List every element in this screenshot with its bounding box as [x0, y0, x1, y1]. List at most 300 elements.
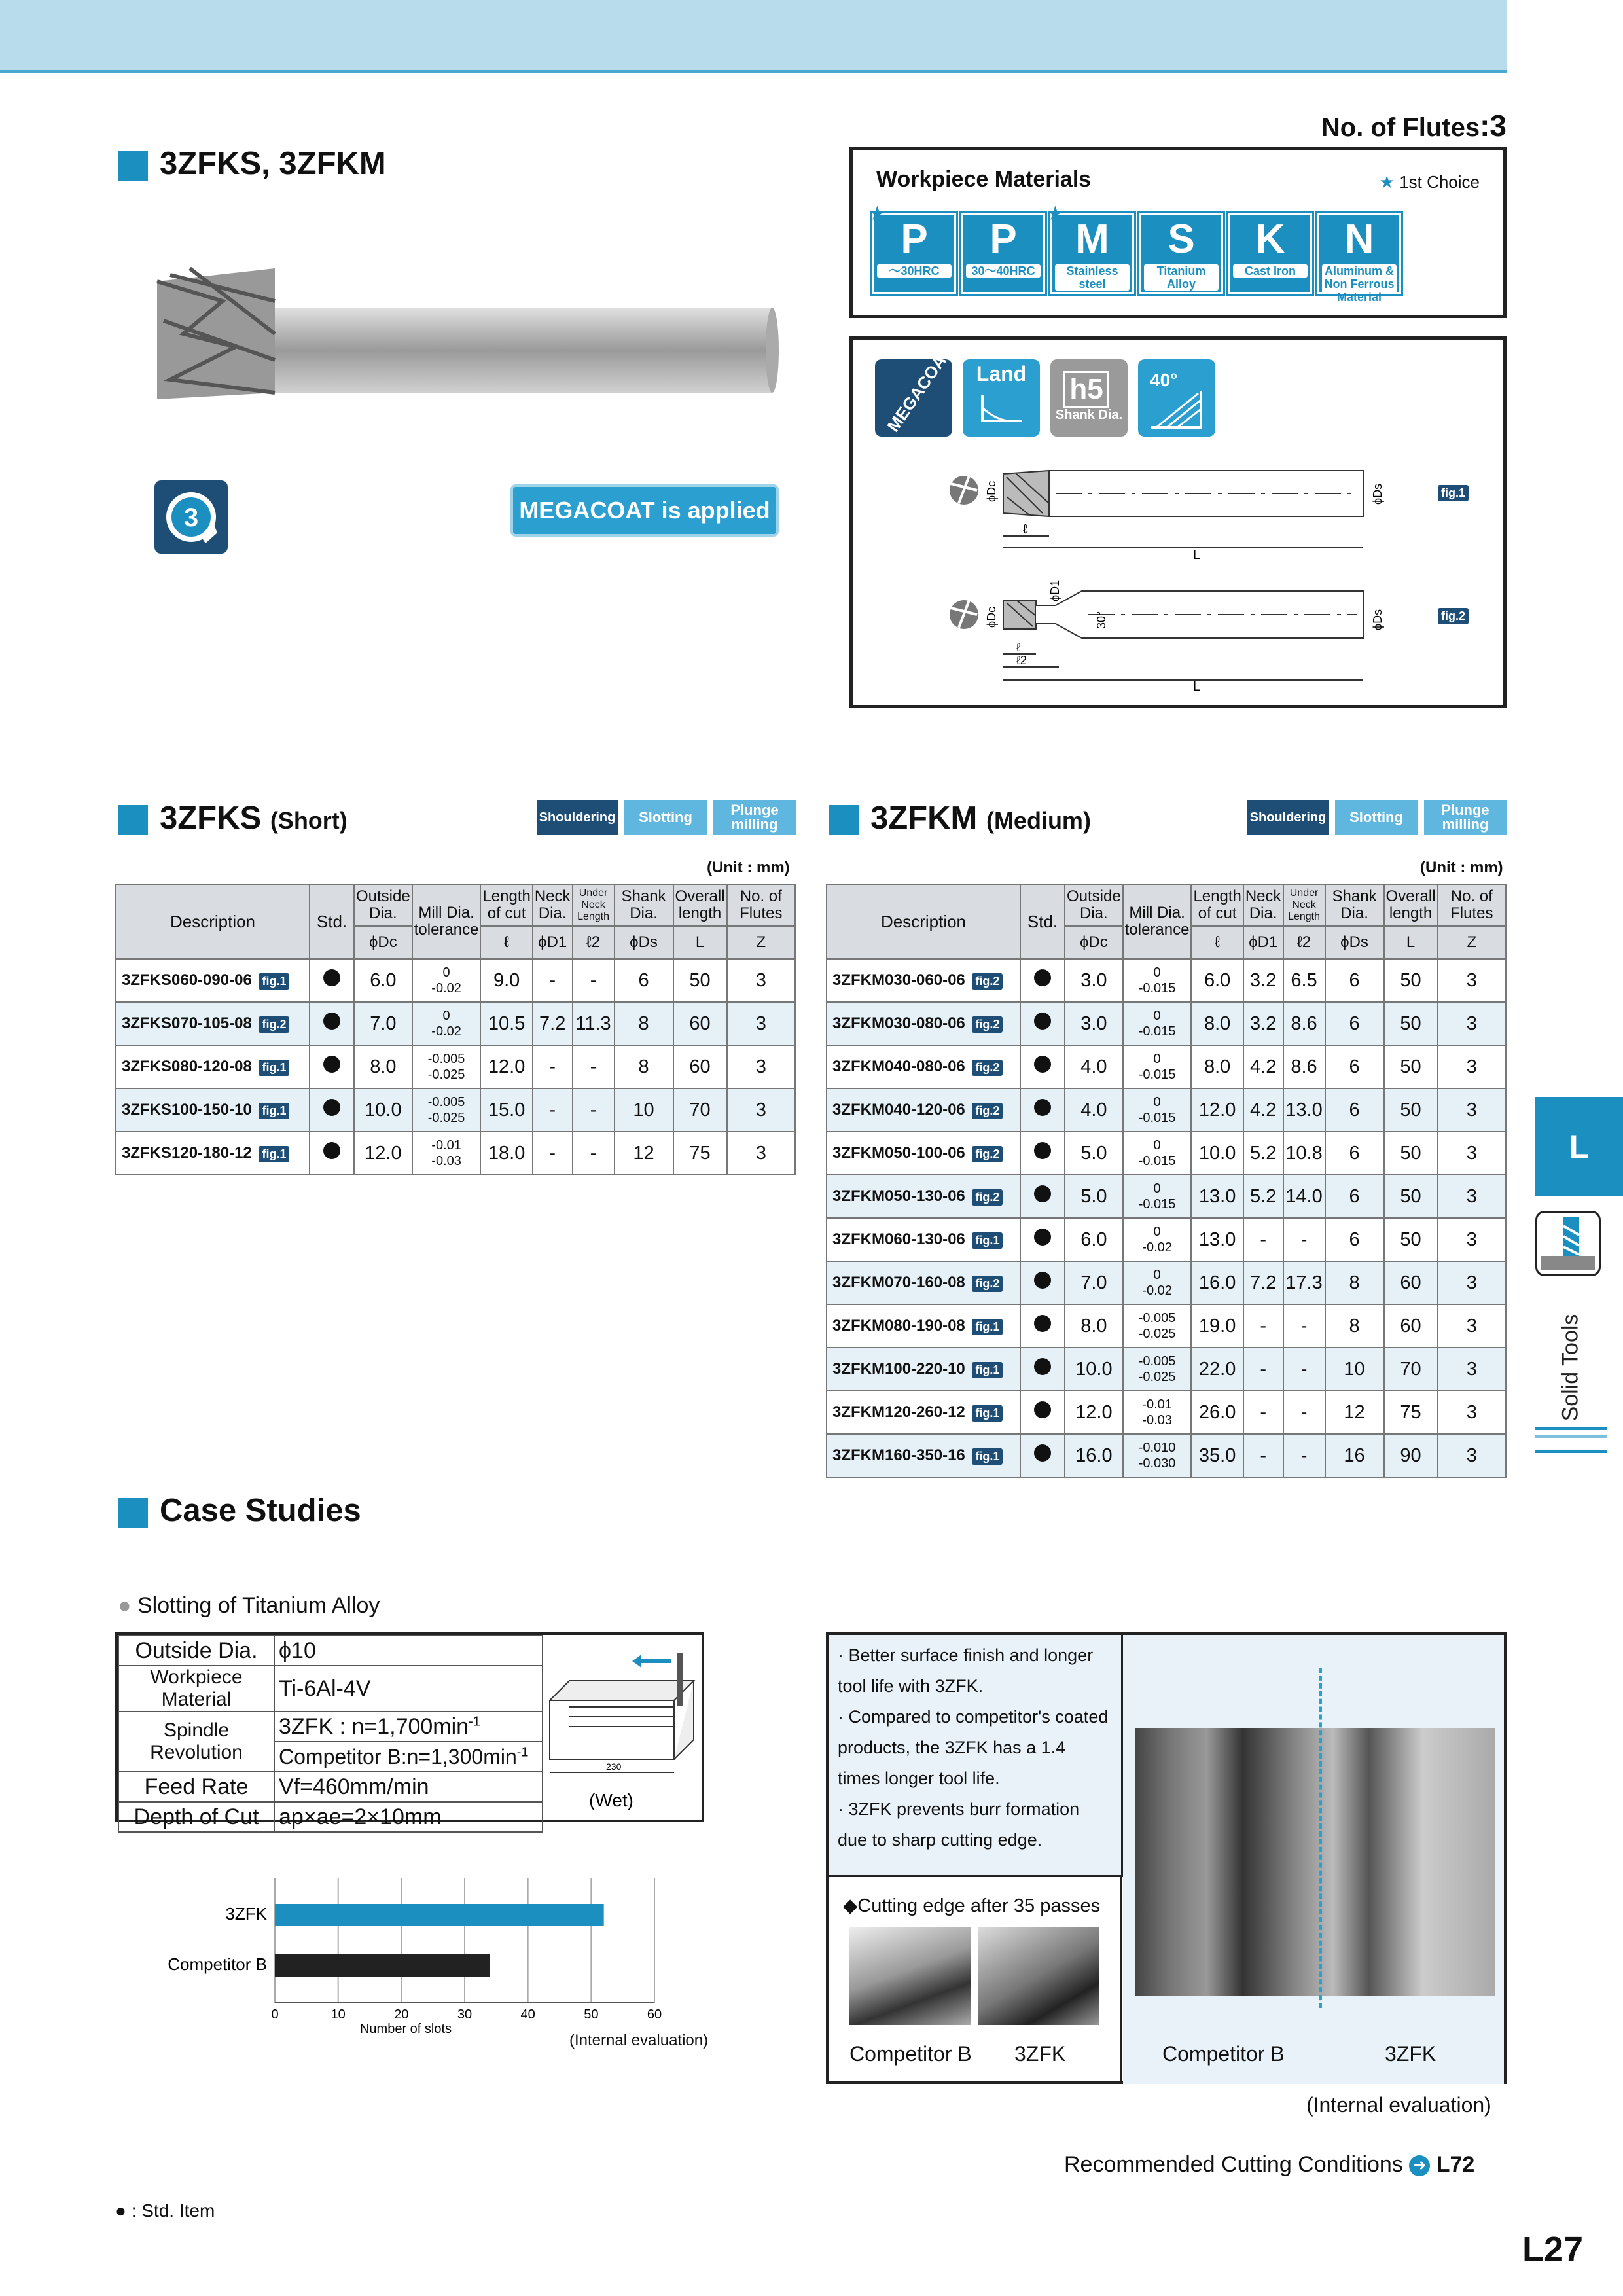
cell-l: 12.0	[480, 1045, 532, 1088]
flute-count: 3	[183, 503, 199, 532]
cell-ds: 8	[615, 1045, 673, 1088]
first-choice-legend: ★ 1st Choice	[1379, 172, 1480, 192]
cell-l2: 8.6	[1283, 1045, 1325, 1088]
tick-label: 10	[330, 2007, 346, 2022]
cell-tol: -0.005 -0.025	[1123, 1348, 1192, 1391]
fig-tag: fig.2	[972, 1016, 1003, 1033]
cell-d1: 4.2	[1243, 1045, 1283, 1088]
unit-s: (Unit : mm)	[707, 859, 790, 876]
cell-z: 3	[1438, 1132, 1506, 1175]
bar-competitor-b	[275, 1954, 490, 1977]
fig2-label: fig.2	[1438, 608, 1469, 624]
cond-key: Outside Dia.	[118, 1636, 274, 1666]
cell-z: 3	[1438, 1045, 1506, 1088]
std-dot	[1020, 1348, 1065, 1391]
table-row	[116, 1132, 795, 1175]
cell-L: 90	[1384, 1434, 1438, 1477]
cell-tol: 0 -0.015	[1123, 1175, 1192, 1218]
cell-dc: 12.0	[354, 1132, 412, 1175]
tag-plunge-s: Plunge milling	[713, 800, 796, 835]
cell-L: 70	[673, 1088, 727, 1132]
cell-d1: -	[1243, 1218, 1283, 1261]
cell-ds: 8	[1325, 1304, 1384, 1348]
cond-key: Feed Rate	[118, 1772, 274, 1802]
std-dot	[1020, 1002, 1065, 1045]
cap-competitor-2: Competitor B	[1162, 2042, 1285, 2066]
std-dot	[1020, 1304, 1065, 1348]
col-neck: Neck Dia.	[533, 884, 573, 926]
sym-dc: ϕDc	[1065, 926, 1123, 959]
cell-L: 50	[1384, 1002, 1438, 1045]
cell-dc: 8.0	[354, 1045, 412, 1088]
std-dot	[1020, 1218, 1065, 1261]
item-code: 3ZFKS080-120-08 fig.1	[116, 1045, 310, 1088]
category-label: 3ZFK	[225, 1904, 267, 1924]
cell-L: 60	[673, 1045, 727, 1088]
medium-title: 3ZFKM (Medium)	[829, 800, 1091, 836]
svg-text:(Wet): (Wet)	[589, 1790, 633, 1810]
material-sub: ～30HRC	[877, 264, 952, 278]
item-code: 3ZFKM030-060-06 fig.2	[827, 959, 1020, 1002]
svg-text:ℓ2: ℓ2	[1016, 654, 1027, 667]
material-sub: 30～40HRC	[966, 264, 1041, 278]
edge-photo-3zfk	[978, 1927, 1099, 2025]
col-mill: Mill Dia. tolerance	[412, 884, 481, 959]
sym-dc: ϕDc	[354, 926, 412, 959]
side-label: Solid Tools	[1558, 1314, 1583, 1422]
note: · 3ZFK prevents burr formation due to sharp cutting edge.	[838, 1799, 1080, 1850]
cell-ds: 12	[1325, 1391, 1384, 1434]
cell-l: 15.0	[480, 1088, 532, 1132]
cell-z: 3	[727, 1132, 795, 1175]
tool-illustration	[144, 262, 785, 406]
sym-z: Z	[1438, 926, 1506, 959]
category-label: Competitor B	[168, 1954, 267, 1974]
svg-text:L: L	[1193, 548, 1201, 562]
fig-tag: fig.1	[972, 1448, 1003, 1465]
cell-ds: 6	[1325, 1175, 1384, 1218]
cell-d1: 7.2	[533, 1002, 573, 1045]
cell-L: 50	[1384, 1175, 1438, 1218]
tick-label: 20	[394, 2007, 409, 2022]
std-dot	[1020, 1045, 1065, 1088]
cell-l: 8.0	[1191, 1002, 1243, 1045]
tick-label: 40	[520, 2007, 535, 2022]
h5-shank-icon: h5 Shank Dia.	[1050, 359, 1128, 437]
cell-tol: -0.01 -0.03	[412, 1132, 481, 1175]
table-row	[827, 1002, 1506, 1045]
material-letter: N	[1344, 217, 1374, 262]
cell-z: 3	[1438, 1218, 1506, 1261]
col-desc: Description	[116, 884, 310, 959]
workpiece-materials-box	[849, 147, 1507, 318]
std-dot	[310, 1045, 354, 1088]
sym-l2: ℓ2	[1283, 926, 1325, 959]
cell-L: 50	[1384, 1218, 1438, 1261]
material-p-tile	[961, 213, 1045, 294]
cell-l: 18.0	[480, 1132, 532, 1175]
side-lines	[1535, 1427, 1607, 1453]
cell-l2: -	[1283, 1304, 1325, 1348]
table-row	[116, 1002, 795, 1045]
sym-l: ℓ	[480, 926, 532, 959]
cell-tol: -0.005 -0.025	[412, 1088, 481, 1132]
sym-l: ℓ	[1191, 926, 1243, 959]
item-code: 3ZFKS100-150-10 fig.1	[116, 1088, 310, 1132]
col-overall: Overall length	[1384, 884, 1438, 926]
table-row	[827, 1261, 1506, 1304]
sym-d1: ϕD1	[533, 926, 573, 959]
fig-tag: fig.2	[972, 973, 1003, 990]
cell-L: 70	[1384, 1348, 1438, 1391]
item-code: 3ZFKM030-080-06 fig.2	[827, 1002, 1020, 1045]
std-dot	[1020, 1132, 1065, 1175]
cell-L: 60	[1384, 1261, 1438, 1304]
cond-key: Workpiece Material	[118, 1666, 274, 1712]
material-sub: Titanium Alloy	[1144, 264, 1219, 291]
cell-dc: 5.0	[1065, 1132, 1123, 1175]
sym-L: L	[673, 926, 727, 959]
cell-tol: 0 -0.015	[1123, 1002, 1192, 1045]
item-code: 3ZFKM100-220-10 fig.1	[827, 1348, 1020, 1391]
center-line	[1319, 1668, 1322, 2008]
cell-l2: 10.8	[1283, 1132, 1325, 1175]
svg-text:ϕDc: ϕDc	[985, 606, 998, 628]
cond-val: Vf=460mm/min	[274, 1772, 543, 1802]
cell-tol: 0 -0.02	[412, 1002, 481, 1045]
sym-ds: ϕDs	[615, 926, 673, 959]
std-dot	[1020, 1261, 1065, 1304]
cell-l: 10.0	[1191, 1132, 1243, 1175]
cell-ds: 6	[1325, 1045, 1384, 1088]
cell-z: 3	[1438, 1175, 1506, 1218]
unit-m: (Unit : mm)	[1420, 859, 1503, 876]
cell-ds: 10	[615, 1088, 673, 1132]
cell-ds: 12	[615, 1132, 673, 1175]
fig-tag: fig.2	[972, 1276, 1003, 1292]
cell-d1: -	[1243, 1348, 1283, 1391]
cell-dc: 10.0	[1065, 1348, 1123, 1391]
cond-key: Depth of Cut	[118, 1802, 274, 1832]
sym-l2: ℓ2	[573, 926, 615, 959]
cell-ds: 16	[1325, 1434, 1384, 1477]
cell-z: 3	[727, 1045, 795, 1088]
tick-label: 50	[584, 2007, 599, 2022]
cell-z: 3	[1438, 1261, 1506, 1304]
geometry-box	[849, 336, 1507, 708]
cell-dc: 7.0	[1065, 1261, 1123, 1304]
cell-L: 50	[1384, 1132, 1438, 1175]
cap-competitor-1: Competitor B	[849, 2042, 972, 2066]
material-sub: Aluminum & Non Ferrous Material	[1322, 264, 1397, 304]
cell-d1: 3.2	[1243, 959, 1283, 1002]
cell-d1: -	[533, 1132, 573, 1175]
cond-val: ϕ10	[274, 1636, 543, 1666]
svg-text:230: 230	[606, 1761, 622, 1772]
table-row	[116, 1045, 795, 1088]
slot-diagram	[543, 1635, 704, 1825]
cell-d1: 5.2	[1243, 1132, 1283, 1175]
std-dot	[1020, 1434, 1065, 1477]
cell-l: 13.0	[1191, 1175, 1243, 1218]
surface-photo-panel	[1123, 1635, 1504, 2084]
col-neck: Neck Dia.	[1243, 884, 1283, 926]
surface-photo	[1135, 1728, 1495, 1996]
cell-l2: -	[1283, 1218, 1325, 1261]
endmill-icon	[1535, 1211, 1601, 1276]
std-item-legend: ● : Std. Item	[115, 2200, 215, 2221]
tag-slotting-s: Slotting	[624, 800, 707, 835]
first-choice-star-icon: ★	[868, 203, 886, 224]
fig-tag: fig.2	[972, 1189, 1003, 1206]
eval-note-1: (Internal evaluation)	[569, 2032, 709, 2049]
col-loc: Length of cut	[480, 884, 532, 926]
cell-L: 75	[673, 1132, 727, 1175]
cell-d1: -	[533, 959, 573, 1002]
material-k-tile	[1228, 213, 1312, 294]
cell-tol: 0 -0.02	[1123, 1261, 1192, 1304]
cell-l2: -	[1283, 1348, 1325, 1391]
fig-tag: fig.1	[972, 1362, 1003, 1378]
table-row	[827, 1434, 1506, 1477]
cell-L: 50	[1384, 959, 1438, 1002]
cell-z: 3	[1438, 1348, 1506, 1391]
cell-l: 13.0	[1191, 1218, 1243, 1261]
cell-tol: -0.005 -0.025	[412, 1045, 481, 1088]
cell-l2: 8.6	[1283, 1002, 1325, 1045]
cond-val: 3ZFK : $n=1,700\min^{-1}$	[274, 1712, 543, 1742]
item-code: 3ZFKM040-080-06 fig.2	[827, 1045, 1020, 1088]
first-choice-star-icon: ★	[1046, 203, 1064, 224]
tick-label: 30	[457, 2007, 473, 2022]
material-letter: P	[901, 217, 928, 262]
case-bullet: ● Slotting of Titanium Alloy	[118, 1593, 380, 1618]
cell-l2: -	[573, 1132, 615, 1175]
item-code: 3ZFKS070-105-08 fig.2	[116, 1002, 310, 1045]
cell-dc: 7.0	[354, 1002, 412, 1045]
cell-d1: -	[533, 1045, 573, 1088]
col-nof: No. of Flutes	[727, 884, 795, 926]
cap-3zfk-2: 3ZFK	[1385, 2042, 1436, 2066]
col-od: Outside Dia.	[354, 884, 412, 926]
cell-d1: 4.2	[1243, 1088, 1283, 1132]
cell-z: 3	[727, 959, 795, 1002]
cell-l2: 17.3	[1283, 1261, 1325, 1304]
table-row	[116, 959, 795, 1002]
cell-d1: -	[1243, 1391, 1283, 1434]
col-overall: Overall length	[673, 884, 727, 926]
cell-dc: 3.0	[1065, 959, 1123, 1002]
cell-ds: 6	[1325, 1088, 1384, 1132]
fig-tag: fig.1	[972, 1319, 1003, 1335]
cell-tol: -0.005 -0.025	[1123, 1304, 1192, 1348]
col-mill: Mill Dia. tolerance	[1123, 884, 1192, 959]
cell-l: 8.0	[1191, 1045, 1243, 1088]
fig2-drawing	[944, 575, 1429, 693]
material-s-tile	[1139, 213, 1223, 294]
cell-dc: 4.0	[1065, 1088, 1123, 1132]
fig-tag: fig.1	[972, 1405, 1003, 1422]
cell-l2: 14.0	[1283, 1175, 1325, 1218]
recommended-conditions-link[interactable]: Recommended Cutting Conditions ➜ L72	[1064, 2152, 1475, 2177]
table-row	[827, 1304, 1506, 1348]
cell-l: 22.0	[1191, 1348, 1243, 1391]
note: · Compared to competitor's coated products, the 3ZFK has a 1.4 times longer tool life.	[838, 1707, 1109, 1788]
fig-tag: fig.1	[259, 1060, 289, 1076]
col-loc: Length of cut	[1191, 884, 1243, 926]
tag-slotting-m: Slotting	[1335, 800, 1418, 835]
material-letter: M	[1075, 217, 1109, 262]
short-spec-table	[115, 884, 796, 1175]
cond-val: ap×ae=2×10mm	[274, 1802, 543, 1832]
cond-key: Spindle Revolution	[118, 1712, 274, 1772]
cell-l2: 6.5	[1283, 959, 1325, 1002]
eval-note-2: (Internal evaluation)	[1306, 2093, 1491, 2117]
cell-d1: 5.2	[1243, 1175, 1283, 1218]
cell-l2: 13.0	[1283, 1088, 1325, 1132]
cell-tol: 0 -0.015	[1123, 1132, 1192, 1175]
item-code: 3ZFKM080-190-08 fig.1	[827, 1304, 1020, 1348]
material-sub: Cast Iron	[1233, 264, 1308, 278]
sym-L: L	[1384, 926, 1438, 959]
svg-text:ℓ: ℓ	[1023, 522, 1027, 537]
material-letter: K	[1255, 217, 1285, 262]
cell-dc: 12.0	[1065, 1391, 1123, 1434]
cell-l2: -	[573, 959, 615, 1002]
cell-L: 50	[1384, 1088, 1438, 1132]
x-axis-label: Number of slots	[359, 2022, 452, 2036]
side-tab-letter: L	[1569, 1128, 1590, 1165]
sym-ds: ϕDs	[1325, 926, 1384, 959]
megacoat-icon: MEGACOAT	[875, 359, 952, 437]
table-row	[827, 1218, 1506, 1261]
table-row	[827, 1175, 1506, 1218]
bar-3zfk	[275, 1904, 604, 1926]
tick-label: 60	[647, 2007, 662, 2022]
side-tab	[1535, 1097, 1623, 1196]
table-row	[116, 1088, 795, 1132]
cell-L: 50	[673, 959, 727, 1002]
cell-l: 16.0	[1191, 1261, 1243, 1304]
cell-l: 26.0	[1191, 1391, 1243, 1434]
cell-d1: 7.2	[1243, 1261, 1283, 1304]
divider	[1120, 1877, 1122, 2084]
table-row	[827, 1088, 1506, 1132]
cell-l: 9.0	[480, 959, 532, 1002]
fig-tag: fig.1	[972, 1232, 1003, 1249]
fig-tag: fig.2	[972, 1060, 1003, 1076]
std-dot	[310, 959, 354, 1002]
cell-tol: 0 -0.015	[1123, 1088, 1192, 1132]
cell-dc: 6.0	[354, 959, 412, 1002]
cell-z: 3	[727, 1002, 795, 1045]
cell-L: 50	[1384, 1045, 1438, 1088]
results-box	[826, 1632, 1507, 2084]
cell-dc: 4.0	[1065, 1045, 1123, 1088]
std-dot	[310, 1132, 354, 1175]
cell-L: 60	[673, 1002, 727, 1045]
medium-spec-table	[826, 884, 1507, 1478]
col-std: Std.	[1020, 884, 1065, 959]
svg-text:L: L	[1193, 679, 1201, 693]
cell-L: 60	[1384, 1304, 1438, 1348]
edge-photo-competitor	[849, 1927, 971, 2025]
cell-l: 6.0	[1191, 959, 1243, 1002]
cell-z: 3	[1438, 1088, 1506, 1132]
helix-angle-icon: 40°	[1138, 359, 1215, 437]
item-code: 3ZFKS060-090-06 fig.1	[116, 959, 310, 1002]
cell-z: 3	[1438, 1304, 1506, 1348]
section-title: 3ZFKS, 3ZFKM	[118, 145, 386, 182]
std-dot	[1020, 959, 1065, 1002]
cell-ds: 6	[615, 959, 673, 1002]
col-desc: Description	[827, 884, 1020, 959]
page-number: L27	[1522, 2230, 1584, 2269]
material-letter: P	[990, 217, 1017, 262]
cell-tol: 0 -0.015	[1123, 959, 1192, 1002]
table-row	[827, 1348, 1506, 1391]
cell-l: 12.0	[1191, 1088, 1243, 1132]
cell-d1: -	[533, 1088, 573, 1132]
material-sub: Stainless steel	[1055, 264, 1130, 291]
col-shank: Shank Dia.	[615, 884, 673, 926]
col-shank: Shank Dia.	[1325, 884, 1384, 926]
cell-tol: 0 -0.02	[1123, 1218, 1192, 1261]
cell-z: 3	[1438, 1434, 1506, 1477]
std-dot	[310, 1002, 354, 1045]
table-row	[827, 1045, 1506, 1088]
tag-shouldering-s: Shouldering	[537, 800, 618, 835]
col-std: Std.	[310, 884, 354, 959]
cell-tol: -0.010 -0.030	[1123, 1434, 1192, 1477]
cell-l2: -	[573, 1088, 615, 1132]
cell-dc: 6.0	[1065, 1218, 1123, 1261]
megacoat-applied-label: MEGACOAT is applied	[510, 484, 779, 537]
material-letter: S	[1168, 217, 1195, 262]
fig-tag: fig.1	[259, 1103, 289, 1119]
conditions-table	[118, 1635, 543, 1833]
cell-ds: 8	[1325, 1261, 1384, 1304]
std-dot	[1020, 1088, 1065, 1132]
fig1-drawing	[944, 464, 1429, 562]
cell-L: 75	[1384, 1391, 1438, 1434]
cell-l: 19.0	[1191, 1304, 1243, 1348]
fig-tag: fig.1	[259, 973, 289, 990]
svg-text:30°: 30°	[1095, 611, 1108, 629]
top-band	[0, 0, 1507, 73]
item-code: 3ZFKM050-100-06 fig.2	[827, 1132, 1020, 1175]
svg-text:ϕDs: ϕDs	[1371, 483, 1384, 505]
cell-l2: -	[1283, 1434, 1325, 1477]
item-code: 3ZFKM160-350-16 fig.1	[827, 1434, 1020, 1477]
cell-l2: -	[573, 1045, 615, 1088]
cell-z: 3	[1438, 1391, 1506, 1434]
cell-l2: 11.3	[573, 1002, 615, 1045]
cell-ds: 6	[1325, 1132, 1384, 1175]
flutes-heading: No. of Flutes:3	[1321, 109, 1507, 143]
svg-text:ϕDc: ϕDc	[985, 480, 998, 502]
cell-z: 3	[1438, 1002, 1506, 1045]
svg-text:ϕD1: ϕD1	[1048, 579, 1061, 601]
materials-title: Workpiece Materials	[876, 167, 1092, 192]
cell-ds: 10	[1325, 1348, 1384, 1391]
slots-bar-chart	[144, 1865, 707, 2049]
std-dot	[310, 1088, 354, 1132]
note: · Better surface finish and longer tool life with 3ZFK.	[838, 1645, 1094, 1696]
cell-d1: 3.2	[1243, 1002, 1283, 1045]
cell-z: 3	[1438, 959, 1506, 1002]
fig-tag: fig.2	[259, 1016, 289, 1033]
